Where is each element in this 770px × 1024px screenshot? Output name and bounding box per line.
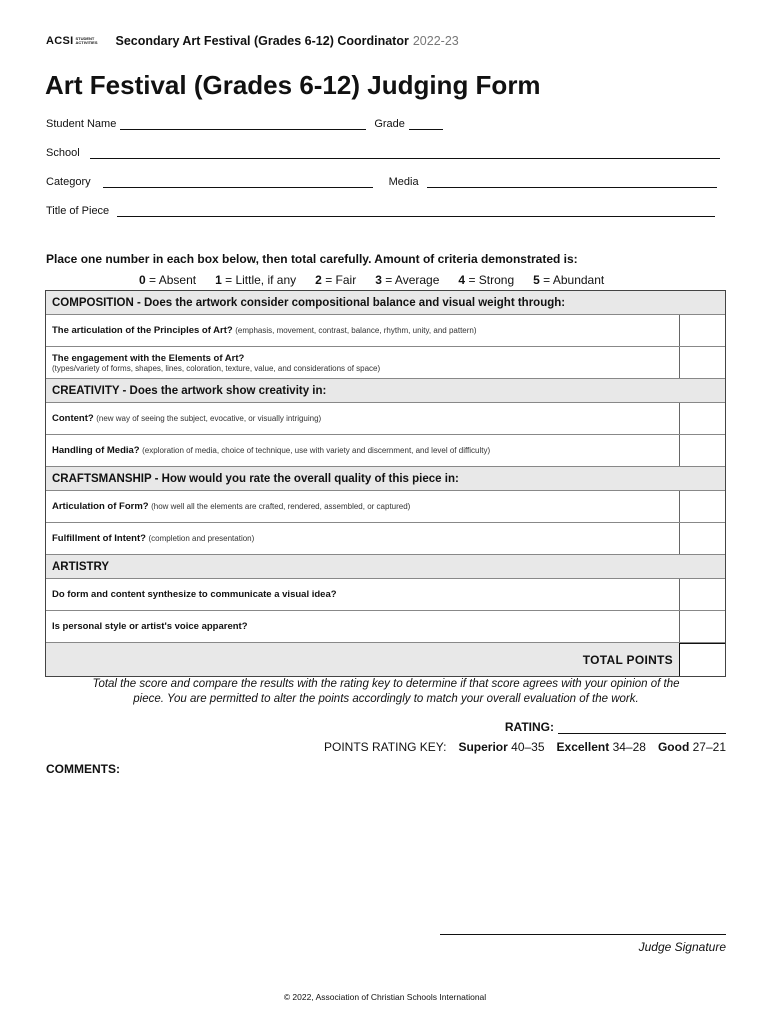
school-row xyxy=(46,147,720,159)
composition-heading: COMPOSITION - Does the artwork consider compositional balance and visual weight through: xyxy=(46,291,725,315)
score-box[interactable] xyxy=(679,347,725,378)
student-name-field[interactable] xyxy=(120,118,366,130)
scale-2: 2 = Fair xyxy=(315,273,357,287)
media-label: Media xyxy=(388,176,419,188)
school-field[interactable] xyxy=(90,147,720,159)
grade-field[interactable] xyxy=(409,118,443,130)
craftsmanship-heading: CRAFTSMANSHIP - How would you rate the overall quality of this piece in: xyxy=(46,467,725,491)
header-title: Secondary Art Festival (Grades 6-12) Coordinator xyxy=(115,34,409,48)
student-name-label: Student Name xyxy=(46,118,117,130)
criteria-row: Articulation of Form? (how well all the elements are crafted, rendered, assembled, or captured) xyxy=(46,491,725,523)
signature-label: Judge Signature xyxy=(638,940,726,954)
title-of-piece-field[interactable] xyxy=(117,205,715,217)
rating-field[interactable] xyxy=(558,722,726,734)
rating-row xyxy=(505,720,726,734)
score-box[interactable] xyxy=(679,315,725,346)
footer-copyright: © 2022, Association of Christian Schools International xyxy=(283,992,487,1002)
total-row xyxy=(46,643,725,676)
title-of-piece-label: Title of Piece xyxy=(46,205,110,217)
scale-4: 4 = Strong xyxy=(458,273,515,287)
score-scale xyxy=(139,273,604,287)
scale-5: 5 = Abundant xyxy=(533,273,605,287)
scoring-note: Total the score and compare the results with the rating key to determine if that score agrees with your opinion of the piece. You are permitted to alter the points accordingly to match your overall evaluation of the work. xyxy=(92,678,680,705)
category-media-row xyxy=(46,176,717,188)
acsi-logo: ACSI STUDENT ACTIVITIES xyxy=(46,35,98,47)
score-box[interactable] xyxy=(679,403,725,434)
student-name-row xyxy=(46,118,443,130)
school-label: School xyxy=(46,147,80,159)
total-points-box[interactable] xyxy=(679,643,725,676)
creativity-heading: CREATIVITY - Does the artwork show creativity in: xyxy=(46,379,725,403)
grade-label: Grade xyxy=(374,118,405,130)
category-field[interactable] xyxy=(103,176,373,188)
score-box[interactable] xyxy=(679,611,725,642)
page-header xyxy=(46,34,459,48)
criteria-row: The engagement with the Elements of Art? (types/variety of forms, shapes, lines, coloration, texture, value, and considerations of space) xyxy=(46,347,725,379)
scale-3: 3 = Average xyxy=(375,273,440,287)
criteria-row: Fulfillment of Intent? (completion and presentation) xyxy=(46,523,725,555)
total-points-label: TOTAL POINTS xyxy=(582,652,673,667)
scale-1: 1 = Little, if any xyxy=(215,273,297,287)
rating-label: RATING: xyxy=(504,720,554,734)
criteria-row: Is personal style or artist's voice apparent? xyxy=(46,611,725,643)
comments-label: COMMENTS: xyxy=(46,762,120,776)
criteria-row: Handling of Media? (exploration of media, choice of technique, use with variety and discernment, and level of difficulty) xyxy=(46,435,725,467)
media-field[interactable] xyxy=(427,176,717,188)
points-rating-key: POINTS RATING KEY: Superior 40–35 Excellent 34–28 Good 27–21 xyxy=(324,740,726,754)
form-title: Art Festival (Grades 6-12) Judging Form xyxy=(45,70,541,100)
title-row xyxy=(46,205,715,217)
criteria-row: Do form and content synthesize to communicate a visual idea? xyxy=(46,579,725,611)
scale-0: 0 = Absent xyxy=(139,273,197,287)
header-year: 2022-23 xyxy=(412,34,459,48)
instructions: Place one number in each box below, then total carefully. Amount of criteria demonstrated is: xyxy=(46,252,578,266)
judging-grid xyxy=(45,290,726,677)
signature-field[interactable] xyxy=(440,934,726,935)
score-box[interactable] xyxy=(679,579,725,610)
score-box[interactable] xyxy=(679,435,725,466)
criteria-row: Content? (new way of seeing the subject, evocative, or visually intriguing) xyxy=(46,403,725,435)
score-box[interactable] xyxy=(679,491,725,522)
artistry-heading: ARTISTRY xyxy=(46,555,725,579)
score-box[interactable] xyxy=(679,523,725,554)
category-label: Category xyxy=(46,176,91,188)
criteria-row: The articulation of the Principles of Art? (emphasis, movement, contrast, balance, rhythm, unity, and pattern) xyxy=(46,315,725,347)
